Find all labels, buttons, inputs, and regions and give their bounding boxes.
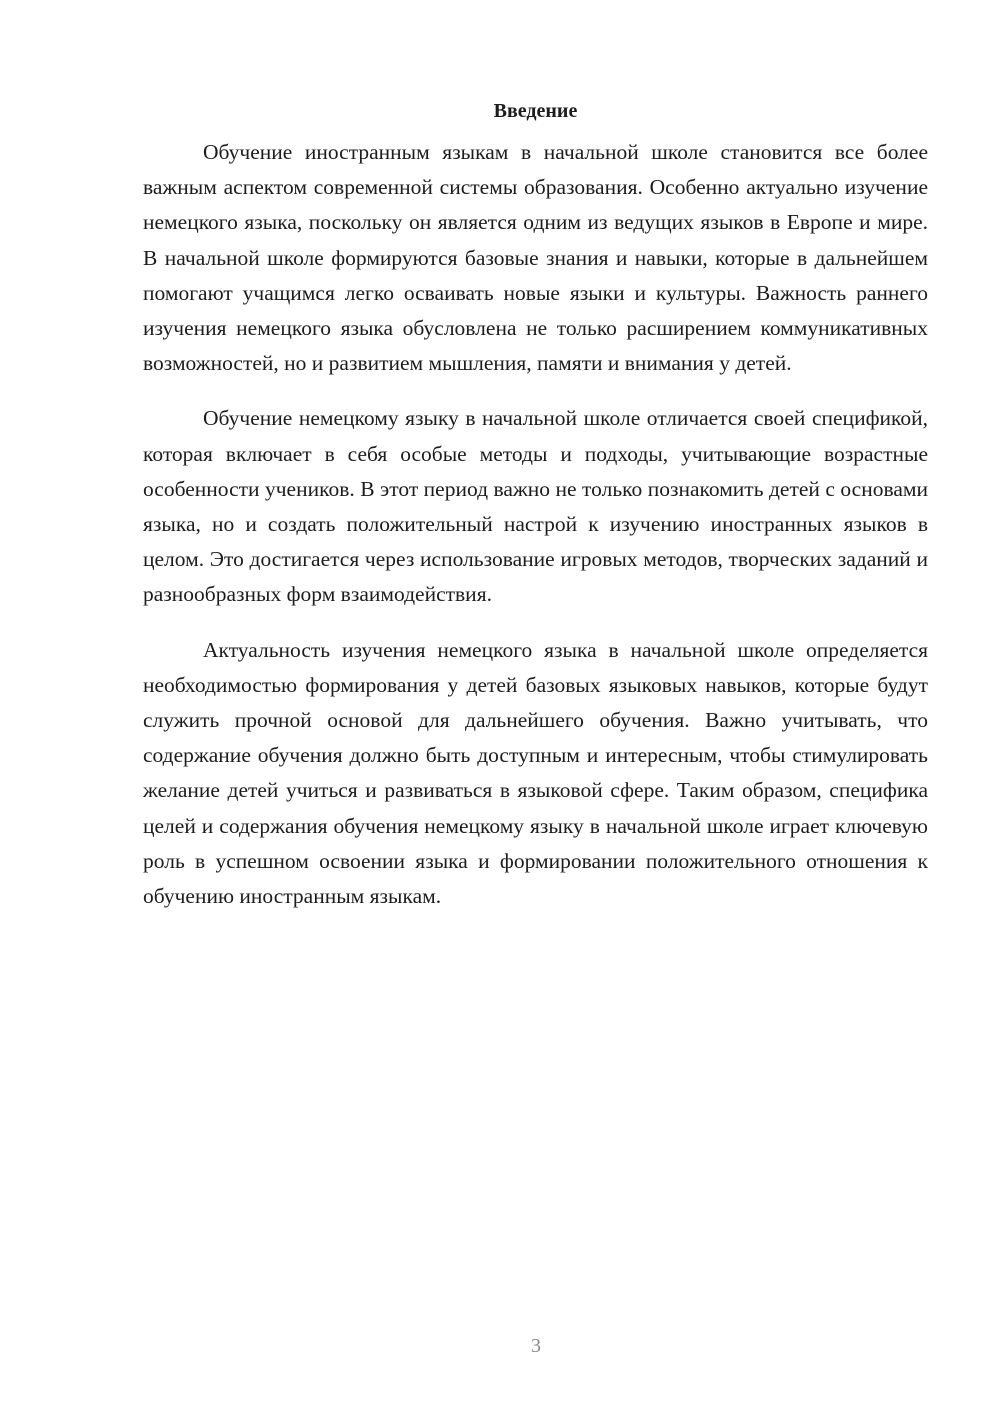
section-title: Введение: [493, 100, 578, 122]
paragraph-2: Обучение немецкому языку в начальной школе отличается своей спецификой, которая включает в себя особые методы и подходы, учитывающие возрастные особенности учеников. В этот период важно не только познакомить детей с основами языка, но и создать положительный настрой к изучению иностранных языков в целом. Это достигается через использование игровых методов, творческих заданий и разнообразных форм взаимодействия.: [143, 406, 928, 607]
paragraph-3: Актуальность изучения немецкого языка в начальной школе определяется необходимостью формирования у детей базовых языковых навыков, которые будут служить прочной основой для дальнейшего обучения. Важно учитывать, что содержание обучения должно быть доступным и интересным, чтобы стимулировать желание детей учиться и развиваться в языковой сфере. Таким образом, специфика целей и содержания обучения немецкому языку в начальной школе играет ключевую роль в успешном освоении языка и формировании положительного отношения к обучению иностранным языкам.: [143, 637, 928, 909]
paragraph-1: Обучение иностранным языкам в начальной школе становится все более важным аспектом современной системы образования. Особенно актуально изучение немецкого языка, поскольку он является одним из ведущих языков в Европе и мире. В начальной школе формируются базовые знания и навыки, которые в дальнейшем помогают учащимся легко осваивать новые языки и культуры. Важность раннего изучения немецкого языка обусловлена не только расширением коммуникативных возможностей, но и развитием мышления, памяти и внимания у детей.: [143, 140, 928, 376]
page-content: [143, 97, 928, 934]
page-number: 3: [531, 1335, 541, 1357]
